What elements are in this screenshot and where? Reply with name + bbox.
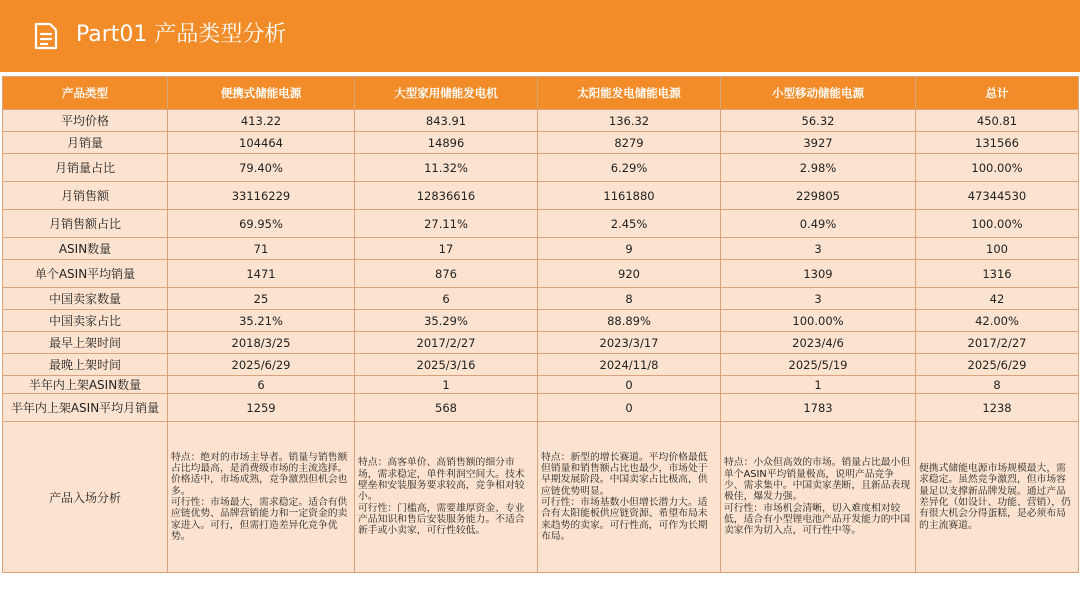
table-row <box>3 354 1079 376</box>
table-cell: 2025/3/16 <box>355 354 538 376</box>
table-cell: 1259 <box>168 394 355 422</box>
product-type-table <box>2 76 1079 573</box>
table-cell: 2.45% <box>538 210 721 238</box>
table-row <box>3 210 1079 238</box>
column-header: 太阳能发电储能电源 <box>538 77 721 110</box>
row-label: 半年内上架ASIN数量 <box>3 376 168 394</box>
table-cell: 1316 <box>916 260 1079 288</box>
table-cell: 0 <box>538 376 721 394</box>
table-cell: 3 <box>721 288 916 310</box>
table-cell: 136.32 <box>538 110 721 132</box>
table-cell: 229805 <box>721 182 916 210</box>
page-header <box>0 0 1080 72</box>
table-cell: 1 <box>355 376 538 394</box>
table-cell: 25 <box>168 288 355 310</box>
column-header: 大型家用储能发电机 <box>355 77 538 110</box>
column-header: 便携式储能电源 <box>168 77 355 110</box>
table-cell: 131566 <box>916 132 1079 154</box>
table-cell: 79.40% <box>168 154 355 182</box>
table-row <box>3 332 1079 354</box>
table-cell: 47344530 <box>916 182 1079 210</box>
table-cell: 0 <box>538 394 721 422</box>
table-cell: 14896 <box>355 132 538 154</box>
table-cell: 69.95% <box>168 210 355 238</box>
row-label: 月销量占比 <box>3 154 168 182</box>
table-cell: 88.89% <box>538 310 721 332</box>
table-cell: 2017/2/27 <box>355 332 538 354</box>
table-cell: 71 <box>168 238 355 260</box>
table-cell: 100.00% <box>916 210 1079 238</box>
analysis-note: 便携式储能电源市场规模最大，需求稳定。虽然竞争激烈，但市场容量足以支撑新品牌发展。通过产品差异化（如设计、功能、营销），仍有很大机会分得蛋糕，是必须布局的主流赛道。 <box>916 422 1079 573</box>
table-row <box>3 182 1079 210</box>
table-cell: 35.21% <box>168 310 355 332</box>
row-label: 最晚上架时间 <box>3 354 168 376</box>
table-cell: 104464 <box>168 132 355 154</box>
analysis-note: 特点：高客单价、高销售额的细分市场，需求稳定，单件利润空间大。技术壁垒和安装服务要求较高，竞争相对较小。 可行性：门槛高，需要雄厚资金、专业产品知识和售后安装服务能力。不适合新手或小卖家，可行性较低。 <box>355 422 538 573</box>
table-cell: 3927 <box>721 132 916 154</box>
row-label: 平均价格 <box>3 110 168 132</box>
table-cell: 42.00% <box>916 310 1079 332</box>
row-label: 产品入场分析 <box>3 422 168 573</box>
analysis-note: 特点：小众但高效的市场。销量占比最小但单个ASIN平均销量极高，说明产品竞争少、需求集中。中国卖家垄断，且新品表现极佳，爆发力强。 可行性：市场机会清晰，切入难度相对较低，适合有小型锂电池产品开发能力的中国卖家作为切入点，可行性中等。 <box>721 422 916 573</box>
table-cell: 2025/5/19 <box>721 354 916 376</box>
row-label: 中国卖家数量 <box>3 288 168 310</box>
row-label: 月销售额 <box>3 182 168 210</box>
table-cell: 100.00% <box>721 310 916 332</box>
table-cell: 1238 <box>916 394 1079 422</box>
table-cell: 27.11% <box>355 210 538 238</box>
row-label: ASIN数量 <box>3 238 168 260</box>
table-cell: 450.81 <box>916 110 1079 132</box>
table-row <box>3 110 1079 132</box>
row-label: 最早上架时间 <box>3 332 168 354</box>
table-cell: 8 <box>538 288 721 310</box>
table-cell: 2.98% <box>721 154 916 182</box>
column-header: 小型移动储能电源 <box>721 77 916 110</box>
table-cell: 568 <box>355 394 538 422</box>
table-cell: 0.49% <box>721 210 916 238</box>
table-cell: 33116229 <box>168 182 355 210</box>
table-cell: 12836616 <box>355 182 538 210</box>
table-row <box>3 238 1079 260</box>
analysis-note: 特点：新型的增长赛道。平均价格最低但销量和销售额占比也最少，市场处于早期发展阶段。中国卖家占比极高，供应链优势明显。 可行性：市场基数小但增长潜力大。适合有太阳能板供应链资源、希望布局未来趋势的卖家。可行性高，可作为长期布局。 <box>538 422 721 573</box>
column-header: 产品类型 <box>3 77 168 110</box>
page-title: Part01 产品类型分析 <box>76 22 287 47</box>
table-cell: 2018/3/25 <box>168 332 355 354</box>
table-cell: 920 <box>538 260 721 288</box>
table-row <box>3 310 1079 332</box>
table-cell: 100 <box>916 238 1079 260</box>
row-label: 单个ASIN平均销量 <box>3 260 168 288</box>
table-row <box>3 154 1079 182</box>
table-cell: 2017/2/27 <box>916 332 1079 354</box>
table-header-row <box>3 77 1079 110</box>
table-cell: 35.29% <box>355 310 538 332</box>
table-cell: 1 <box>721 376 916 394</box>
table-cell: 3 <box>721 238 916 260</box>
table-cell: 876 <box>355 260 538 288</box>
table-cell: 9 <box>538 238 721 260</box>
table-cell: 1161880 <box>538 182 721 210</box>
table-cell: 11.32% <box>355 154 538 182</box>
table-cell: 17 <box>355 238 538 260</box>
table-cell: 100.00% <box>916 154 1079 182</box>
document-icon <box>33 22 59 50</box>
table-row <box>3 376 1079 394</box>
analysis-note: 特点：绝对的市场主导者。销量与销售额占比均最高，是消费级市场的主流选择。价格适中，市场成熟，竞争激烈但机会也多。 可行性：市场最大，需求稳定。适合有供应链优势、品牌营销能力和一定资金的卖家进入。可行，但需打造差异化竞争优势。 <box>168 422 355 573</box>
table-cell: 2025/6/29 <box>168 354 355 376</box>
entry-analysis-row <box>3 422 1079 573</box>
table-cell: 42 <box>916 288 1079 310</box>
table-row <box>3 394 1079 422</box>
table-cell: 6 <box>355 288 538 310</box>
column-header: 总计 <box>916 77 1079 110</box>
row-label: 月销售额占比 <box>3 210 168 238</box>
table-cell: 8 <box>916 376 1079 394</box>
table-cell: 2024/11/8 <box>538 354 721 376</box>
table-cell: 2025/6/29 <box>916 354 1079 376</box>
table-row <box>3 288 1079 310</box>
row-label: 中国卖家占比 <box>3 310 168 332</box>
table-cell: 2023/3/17 <box>538 332 721 354</box>
table-cell: 1783 <box>721 394 916 422</box>
table-row <box>3 260 1079 288</box>
row-label: 月销量 <box>3 132 168 154</box>
table-cell: 8279 <box>538 132 721 154</box>
row-label: 半年内上架ASIN平均月销量 <box>3 394 168 422</box>
table-row <box>3 132 1079 154</box>
table-cell: 56.32 <box>721 110 916 132</box>
table-cell: 1309 <box>721 260 916 288</box>
table-cell: 6.29% <box>538 154 721 182</box>
table-cell: 6 <box>168 376 355 394</box>
table-cell: 1471 <box>168 260 355 288</box>
table-cell: 843.91 <box>355 110 538 132</box>
table-cell: 2023/4/6 <box>721 332 916 354</box>
table-cell: 413.22 <box>168 110 355 132</box>
